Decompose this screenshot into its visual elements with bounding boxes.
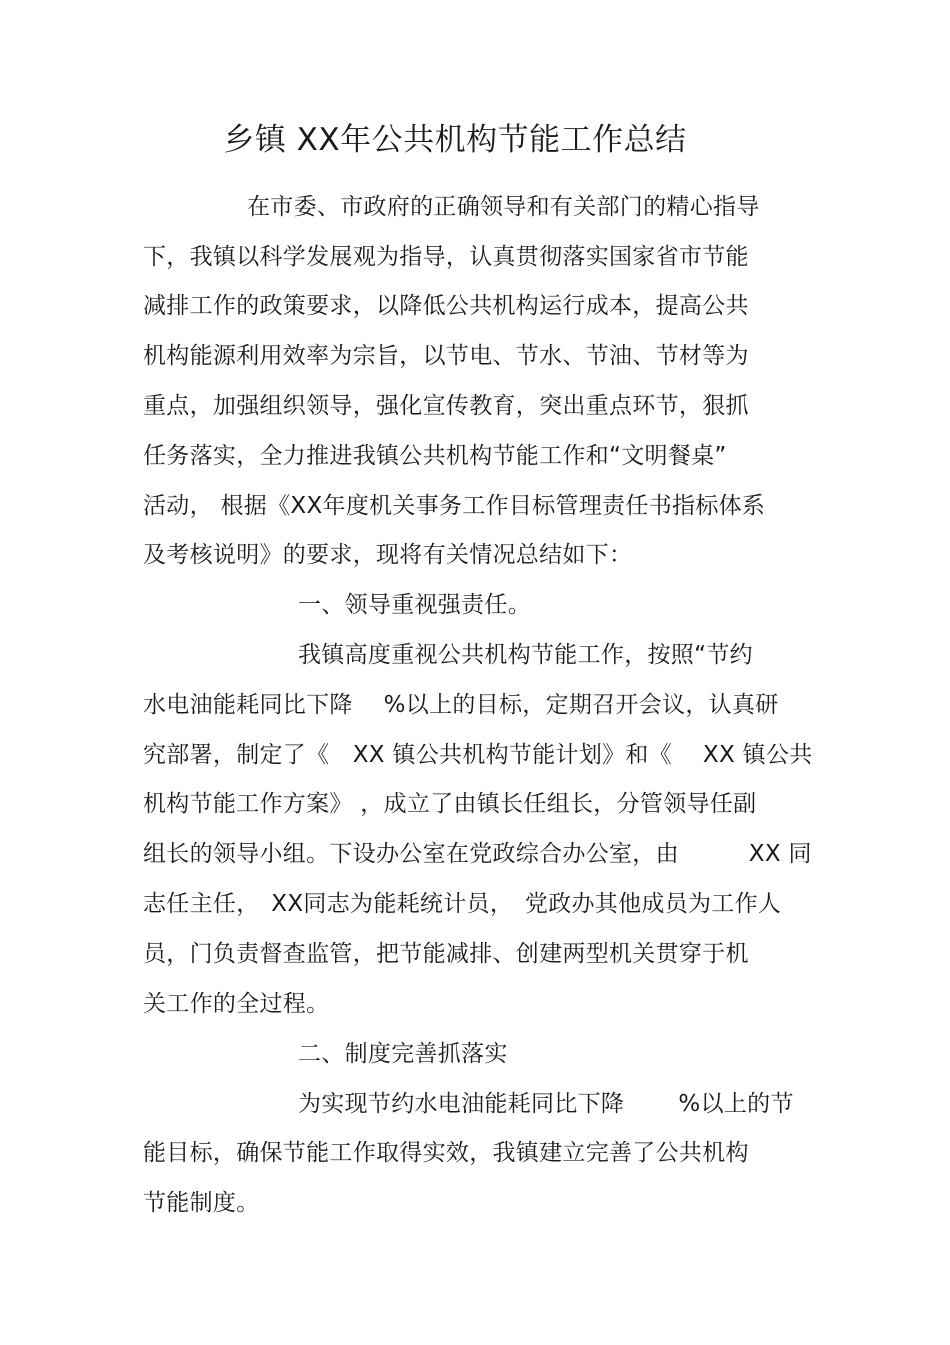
paragraph-line: 活动， 根据《XX年度机关事务工作目标管理责任书指标体系 bbox=[143, 493, 766, 519]
paragraph-line: 机构节能工作方案》 ，成立了由镇长任组长，分管领导任副 bbox=[143, 791, 757, 817]
paragraph-line: 员，门负责督查监管，把节能减排、创建两型机关贯穿于机 bbox=[143, 941, 749, 967]
paragraph-line: 节能制度。 bbox=[143, 1190, 260, 1216]
paragraph-line: 志任主任， XX同志为能耗统计员， 党政办其他成员为工作人 bbox=[143, 891, 782, 917]
document-title: 乡镇 XX年公共机构节能工作总结 bbox=[223, 122, 687, 158]
paragraph-line: 究部署，制定了《 XX 镇公共机构节能计划》和《 XX 镇公共 bbox=[143, 742, 813, 768]
paragraph-line: 关工作的全过程。 bbox=[143, 991, 330, 1017]
paragraph-line: 在市委、市政府的正确领导和有关部门的精心指导 bbox=[247, 194, 760, 220]
paragraph-line: 下，我镇以科学发展观为指导，认真贯彻落实国家省市节能 bbox=[143, 244, 749, 270]
paragraph-line: 我镇高度重视公共机构节能工作，按照“节约 bbox=[298, 642, 753, 668]
paragraph-line: 任务落实，全力推进我镇公共机构节能工作和“文明餐桌” bbox=[143, 443, 727, 469]
paragraph-line: 及考核说明》的要求，现将有关情况总结如下： bbox=[143, 542, 633, 568]
paragraph-line: 机构能源利用效率为宗旨，以节电、节水、节油、节材等为 bbox=[143, 343, 749, 369]
paragraph-line: 为实现节约水电油能耗同比下降 %以上的节 bbox=[298, 1091, 794, 1117]
section-heading: 一、领导重视强责任。 bbox=[298, 592, 531, 618]
paragraph-line: 组长的领导小组。下设办公室在党政综合办公室，由 XX 同 bbox=[143, 841, 812, 867]
paragraph-line: 减排工作的政策要求，以降低公共机构运行成本，提高公共 bbox=[143, 293, 749, 319]
paragraph-line: 重点，加强组织领导，强化宣传教育，突出重点环节，狠抓 bbox=[143, 393, 749, 419]
paragraph-line: 水电油能耗同比下降 %以上的目标，定期召开会议，认真研 bbox=[143, 692, 779, 718]
section-heading: 二、制度完善抓落实 bbox=[298, 1041, 508, 1067]
paragraph-line: 能目标，确保节能工作取得实效，我镇建立完善了公共机构 bbox=[143, 1140, 749, 1166]
